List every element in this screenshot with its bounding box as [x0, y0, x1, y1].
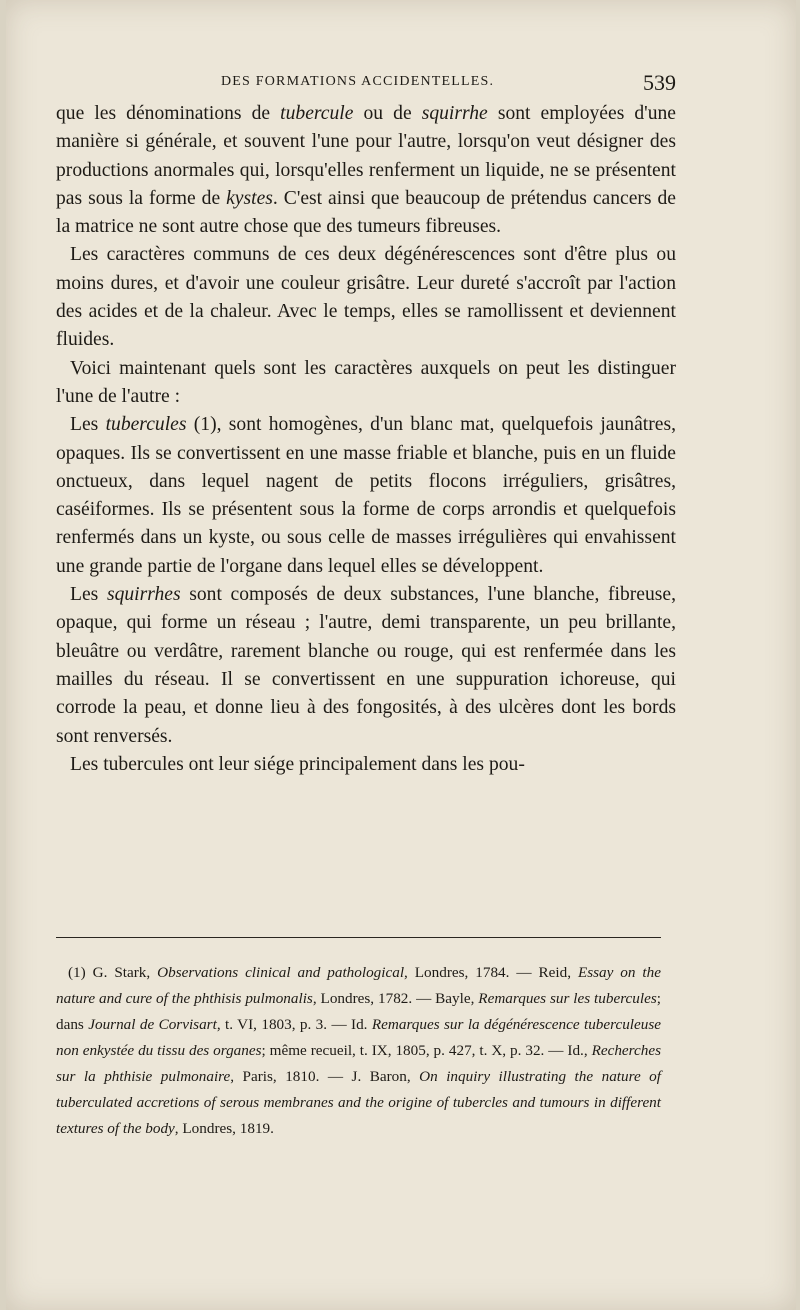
text-run: Les: [70, 414, 106, 436]
italic-title: Remarques sur les tubercules: [478, 990, 657, 1007]
page-header: [56, 70, 676, 100]
text-run: ; dans: [56, 990, 661, 1033]
paragraph-2: Les caractères communs de ces deux dégénérescences sont d'être plus ou moins dures, et d'avoir une couleur grisâtre. Leur dureté s'accroît par l'action des acides et de la chaleur. Avec le temps, elles se ramollissent et deviennent fluides.: [56, 244, 676, 351]
text-run: , Paris, 1810. — J. Baron,: [230, 1068, 420, 1085]
text-run: (1), sont homogènes, d'un blanc mat, quelquefois jaunâtres, opaques. Ils se convertissent en une masse friable et blanche, puis en un fluide onctueux, dans lequel nagent de petits flocons irréguliers, grisâtres, caséiformes. Ils se présentent sous la forme de corps arrondis et quelquefois renfermés dans un kyste, ou sous celle de masses irrégulières qui envahissent une grande partie de l'organe dans lequel elles se développent.: [56, 414, 676, 577]
main-text: [56, 100, 676, 779]
running-head: DES FORMATIONS ACCIDENTELLES.: [221, 74, 495, 89]
text-run: , Londres, 1784. — Reid,: [404, 964, 578, 981]
text-run: que les dénominations de: [56, 103, 281, 124]
italic-term: squirrhes: [106, 584, 181, 606]
text-run: ou de: [353, 103, 422, 124]
italic-term: squirrhe: [421, 103, 488, 124]
paragraph-4: [56, 411, 676, 581]
text-run: , Londres, 1819.: [174, 1120, 274, 1137]
italic-term: kystes: [226, 187, 273, 209]
italic-term: tubercule: [280, 103, 354, 124]
text-run: . C'est ainsi que beaucoup de prétendus cancers de la matrice ne sont autre chose que des tumeurs fibreuses.: [56, 187, 676, 238]
italic-term: tubercules: [105, 414, 187, 436]
footnote-1: [56, 960, 661, 1142]
italic-title: Observations clinical and pathological: [157, 964, 405, 981]
text-run: sont composés de deux substances, l'une blanche, fibreuse, opaque, qui forme un réseau ; l'autre, demi transparente, un peu brillante, bleuâtre ou verdâtre, rarement blanche ou rouge, qui est renfermée dans les mailles du réseau. Il se convertissent en une suppuration ichoreuse, qui corrode la peau, et donne lieu à des fongosités, à des ulcères dont les bords sont renversés.: [56, 584, 676, 747]
footnote: [56, 960, 661, 1142]
text-run: ; même recueil, t. IX, 1805, p. 427, t. X, p. 32. — Id.,: [261, 1042, 592, 1059]
paragraph-1: [56, 100, 676, 241]
italic-title: On inquiry illustrating the nature of tuberculated accretions of serous membranes and the origine of tubercles and tumours in different textures of the body: [56, 1068, 661, 1137]
text-run: (1) G. Stark,: [68, 964, 158, 981]
text-run: sont employées d'une manière si générale, et souvent l'une pour l'autre, lorsqu'on veut désigner des productions anormales qui, lorsqu'elles renferment un liquide, ne se présentent pas sous la forme de: [56, 103, 677, 209]
text-run: , t. VI, 1803, p. 3. — Id.: [216, 1016, 372, 1033]
text-run: , Londres, 1782. — Bayle,: [312, 990, 479, 1007]
page-number: 539: [643, 70, 676, 95]
italic-title: Journal de Corvisart: [88, 1016, 217, 1033]
paragraph-5: [56, 581, 676, 751]
text-run: Les: [70, 584, 107, 606]
footnote-rule: [56, 937, 661, 938]
paragraph-3: Voici maintenant quels sont les caractères auxquels on peut les distinguer l'une de l'autre :: [56, 357, 676, 407]
italic-title: Essay on the nature and cure of the phthisis pulmonalis: [56, 964, 661, 1007]
italic-title: Remarques sur la dégénérescence tuberculeuse non enkystée du tissu des organes: [56, 1016, 662, 1059]
paragraph-6: Les tubercules ont leur siége principalement dans les pou-: [70, 753, 525, 775]
book-page: [6, 0, 796, 1310]
italic-title: Recherches sur la phthisie pulmonaire: [56, 1042, 661, 1085]
